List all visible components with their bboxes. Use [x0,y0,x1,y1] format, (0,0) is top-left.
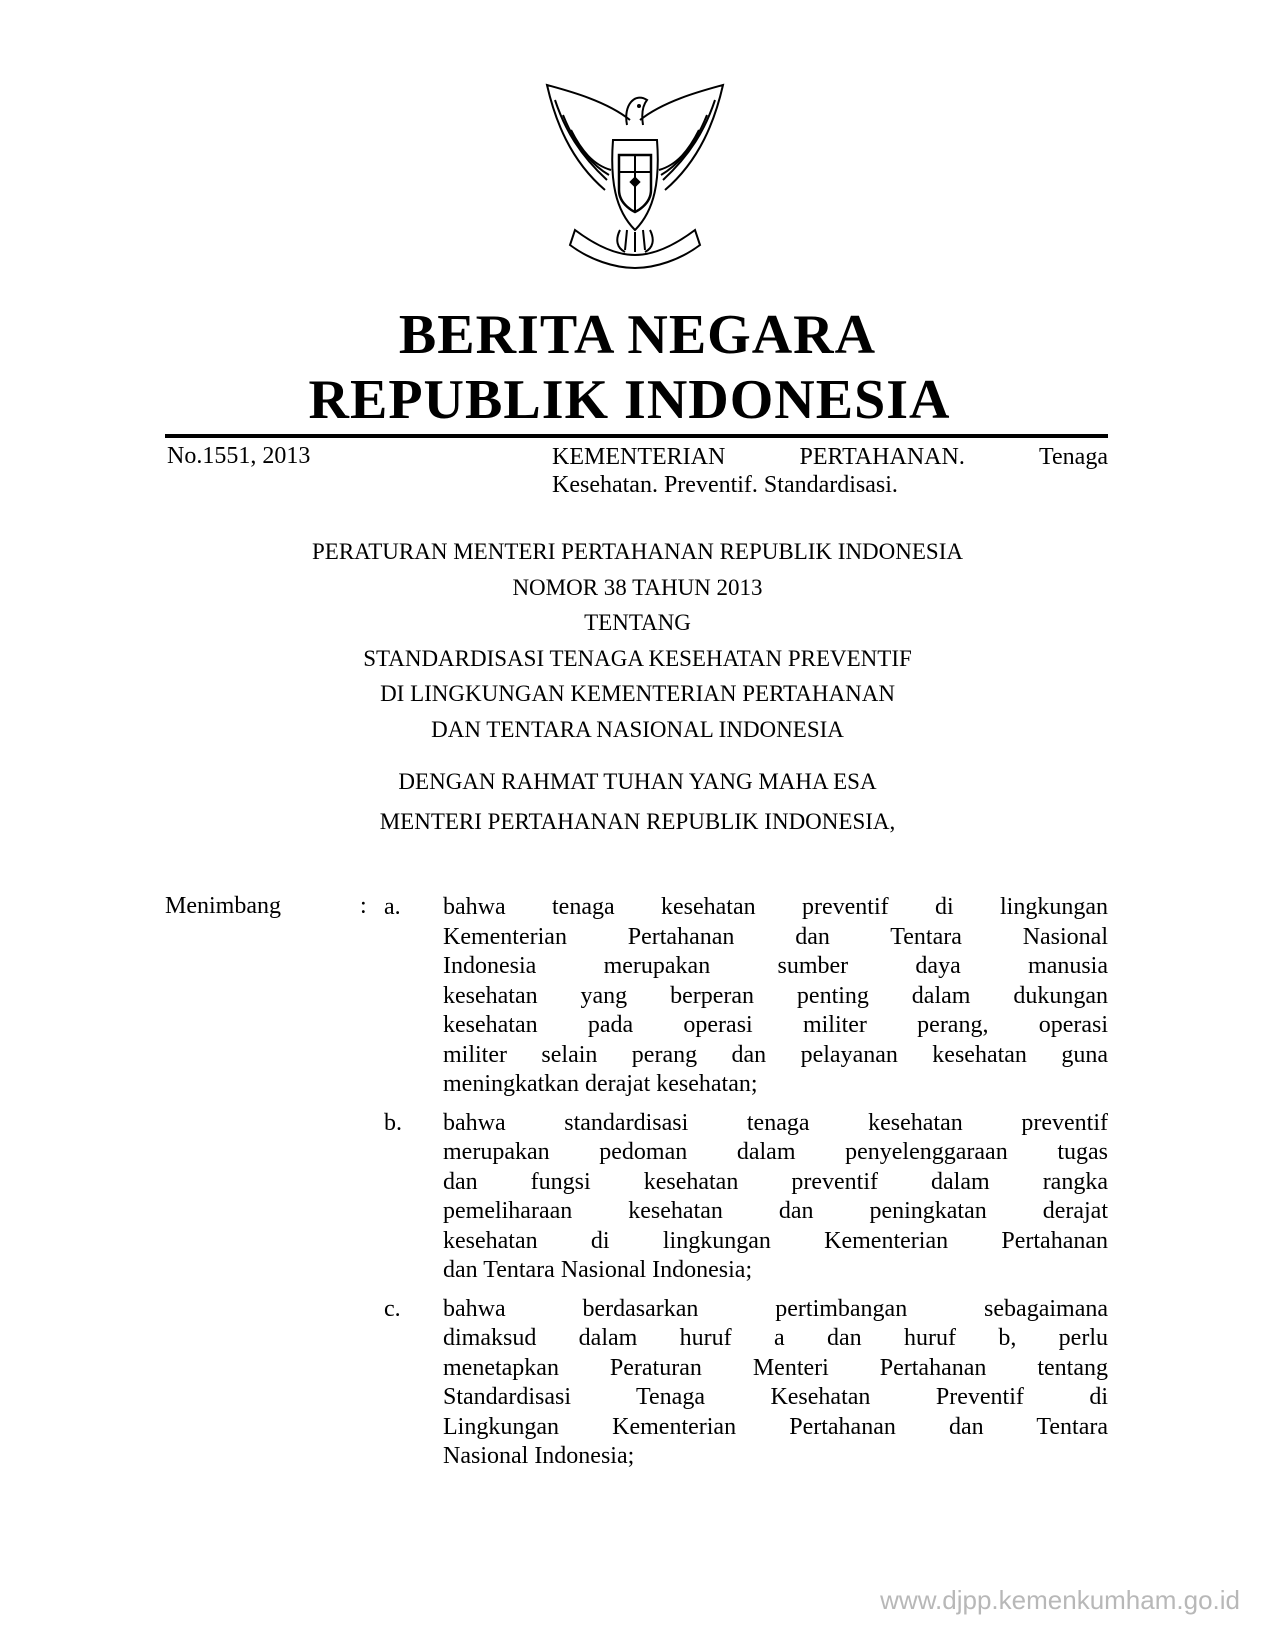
item-letter: a. [384,894,401,920]
header-divider [165,434,1108,438]
item-text [443,1109,1108,1286]
preamble-line: MENTERI PERTAHANAN REPUBLIK INDONESIA, [379,809,896,834]
gazette-title: BERITA NEGARA [398,304,877,366]
list-item [384,893,1108,1100]
regulation-heading [0,534,1275,747]
garuda-emblem-icon [535,80,735,275]
gazette-number: No.1551, 2013 [167,443,311,469]
item-line: bahwa standardisasi tenaga kesehatan preventif [443,1109,1108,1136]
heading-line: PERATURAN MENTERI PERTAHANAN REPUBLIK INDONESIA [312,539,963,564]
heading-line: TENTANG [584,610,691,635]
list-item [384,1295,1108,1472]
subject-word: Tenaga [1039,444,1108,470]
subject-line: Kesehatan. Preventif. Standardisasi. [552,472,898,498]
menimbang-list [384,893,1108,1481]
item-line: meningkatkan derajat kesehatan; [443,1071,758,1097]
item-line: Kementerian Pertahanan dan Tentara Nasional [443,923,1108,950]
item-line: kesehatan yang berperan penting dalam dukungan [443,982,1108,1009]
item-letter: c. [384,1295,401,1322]
item-line: bahwa berdasarkan pertimbangan sebagaimana [443,1295,1108,1322]
item-text [443,893,1108,1100]
item-line: bahwa tenaga kesehatan preventif di lingkungan [443,894,1108,920]
gazette-subtitle: REPUBLIK INDONESIA [308,369,951,431]
item-line: dimaksud dalam huruf a dan huruf b, perlu [443,1325,1108,1351]
menimbang-label: Menimbang [165,893,281,919]
preamble [0,762,1275,842]
item-line: Nasional Indonesia; [443,1443,635,1469]
item-line: dan Tentara Nasional Indonesia; [443,1257,753,1283]
subject-word: KEMENTERIAN [552,444,726,470]
item-line: pemeliharaan kesehatan dan peningkatan derajat [443,1198,1108,1224]
item-line: kesehatan pada operasi militer perang, operasi [443,1012,1108,1038]
item-line: dan fungsi kesehatan preventif dalam rangka [443,1168,1108,1195]
source-url-watermark: www.djpp.kemenkumham.go.id [880,1585,1240,1615]
subject-word: PERTAHANAN. [799,444,965,470]
heading-line: NOMOR 38 TAHUN 2013 [512,574,763,600]
item-line: Lingkungan Kementerian Pertahanan dan Tentara [443,1413,1108,1440]
item-line: menetapkan Peraturan Menteri Pertahanan tentang [443,1354,1108,1381]
item-line: Standardisasi Tenaga Kesehatan Preventif di [443,1384,1108,1410]
list-item [384,1109,1108,1286]
heading-line: DI LINGKUNGAN KEMENTERIAN PERTAHANAN [380,681,895,706]
item-line: militer selain perang dan pelayanan kesehatan guna [443,1041,1108,1068]
item-line: merupakan pedoman dalam penyelenggaraan tugas [443,1139,1108,1165]
menimbang-colon: : [360,893,367,919]
gazette-subject [552,443,1108,499]
preamble-line: DENGAN RAHMAT TUHAN YANG MAHA ESA [398,769,877,794]
item-text [443,1295,1108,1472]
heading-line: DAN TENTARA NASIONAL INDONESIA [431,716,844,742]
item-letter: b. [384,1109,402,1136]
item-line: Indonesia merupakan sumber daya manusia [443,953,1108,979]
item-line: kesehatan di lingkungan Kementerian Pertahanan [443,1227,1108,1254]
heading-line: STANDARDISASI TENAGA KESEHATAN PREVENTIF [363,645,912,671]
